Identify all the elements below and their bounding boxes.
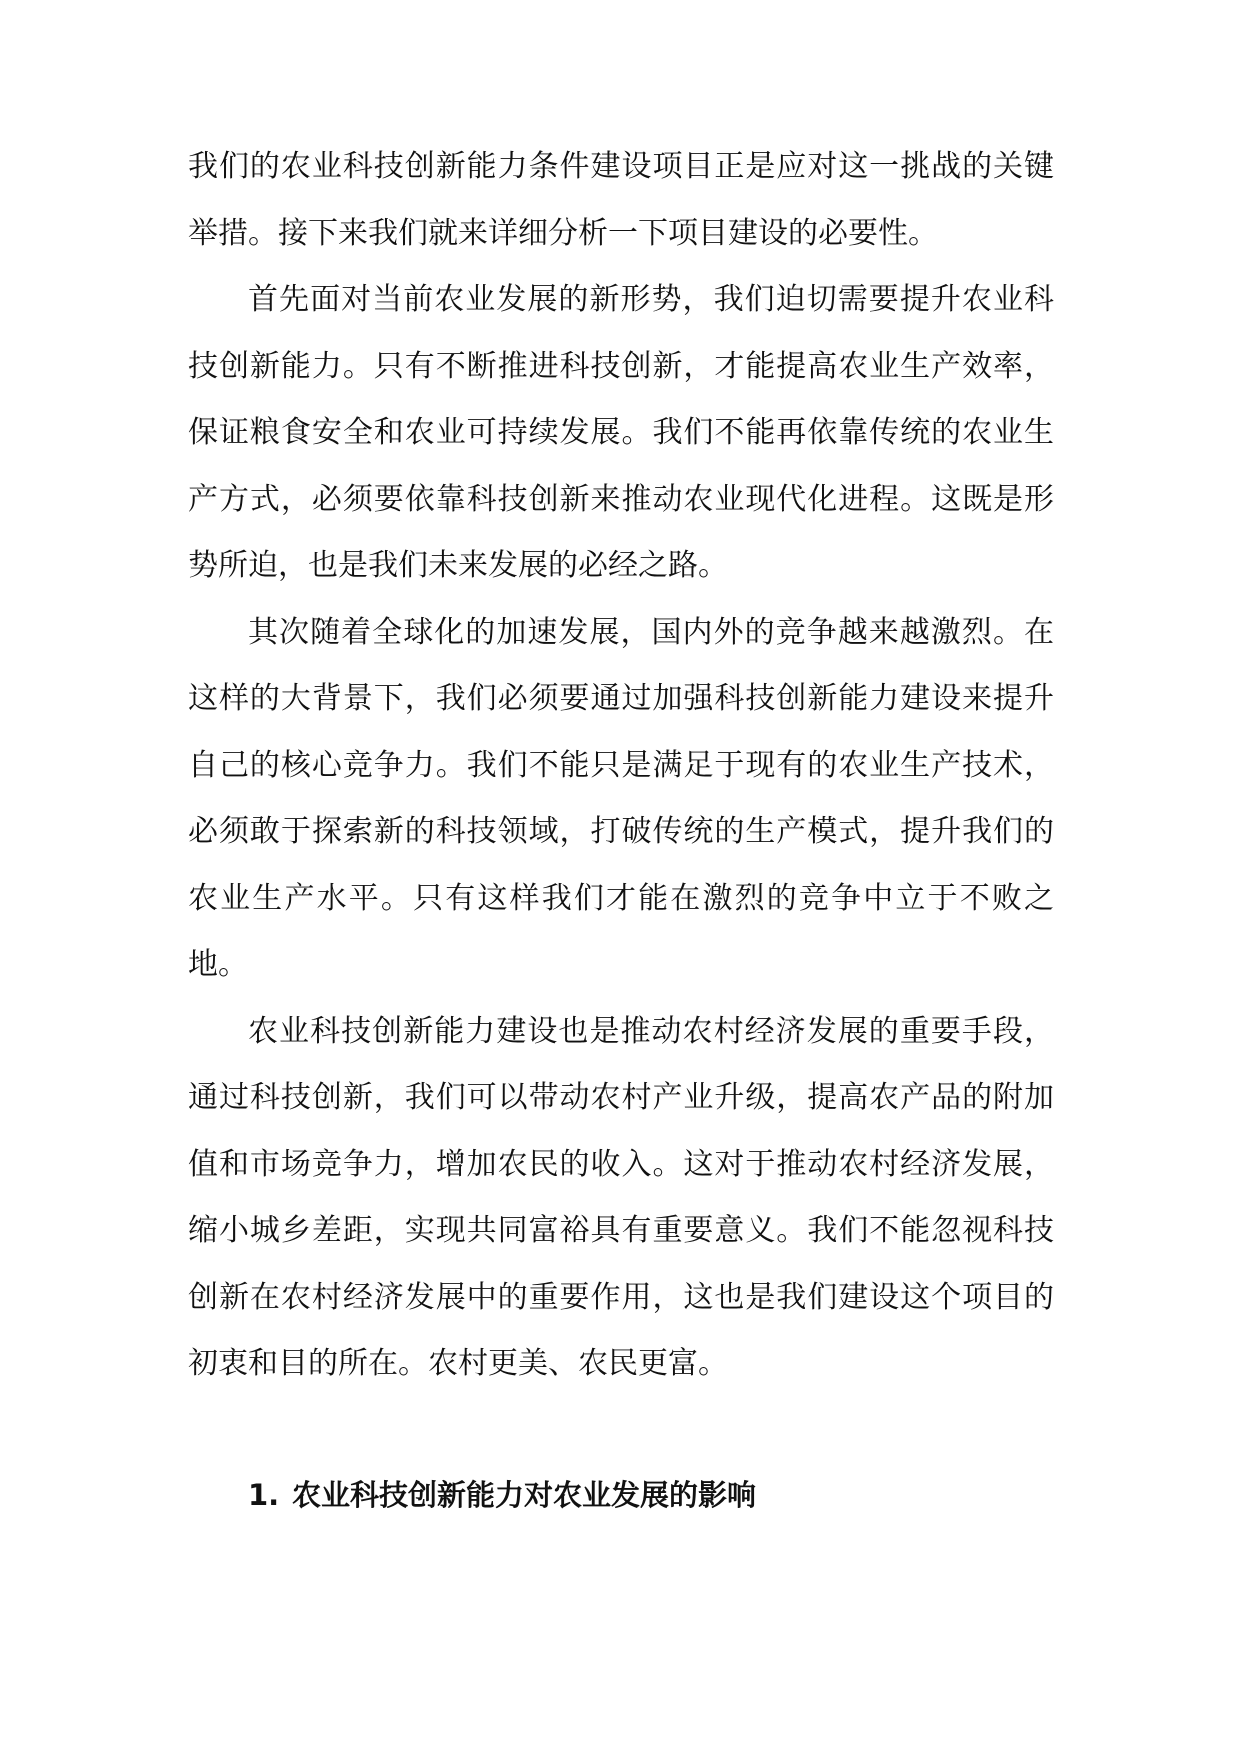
paragraph-4: 农业科技创新能力建设也是推动农村经济发展的重要手段，通过科技创新，我们可以带动农村产业升级，提高农产品的附加值和市场竞争力，增加农民的收入。这对于推动农村经济发展，缩小城乡差距，实现共同富裕具有重要意义。我们不能忽视科技创新在农村经济发展中的重要作用，这也是我们建设这个项目的初衷和目的所在。农村更美、农民更富。 [188, 1013, 1054, 1381]
paragraph-1: 我们的农业科技创新能力条件建设项目正是应对这一挑战的关键举措。接下来我们就来详细分析一下项目建设的必要性。 [188, 149, 1054, 251]
section-heading [248, 1475, 1048, 1515]
paragraph-2: 首先面对当前农业发展的新形势，我们迫切需要提升农业科技创新能力。只有不断推进科技创新，才能提高农业生产效率，保证粮食安全和农业可持续发展。我们不能再依靠传统的农业生产方式，必须要依靠科技创新来推动农业现代化进程。这既是形势所迫，也是我们未来发展的必经之路。 [188, 282, 1054, 583]
section-number: 1. [248, 1478, 280, 1512]
section-title: 农业科技创新能力对农业发展的影响 [292, 1478, 757, 1512]
paragraph-3: 其次随着全球化的加速发展，国内外的竞争越来越激烈。在这样的大背景下，我们必须要通过加强科技创新能力建设来提升自己的核心竞争力。我们不能只是满足于现有的农业生产技术，必须敢于探索新的科技领域，打破传统的生产模式，提升我们的农业生产水平。只有这样我们才能在激烈的竞争中立于不败之地。 [188, 614, 1054, 982]
body-text [188, 134, 1054, 1398]
